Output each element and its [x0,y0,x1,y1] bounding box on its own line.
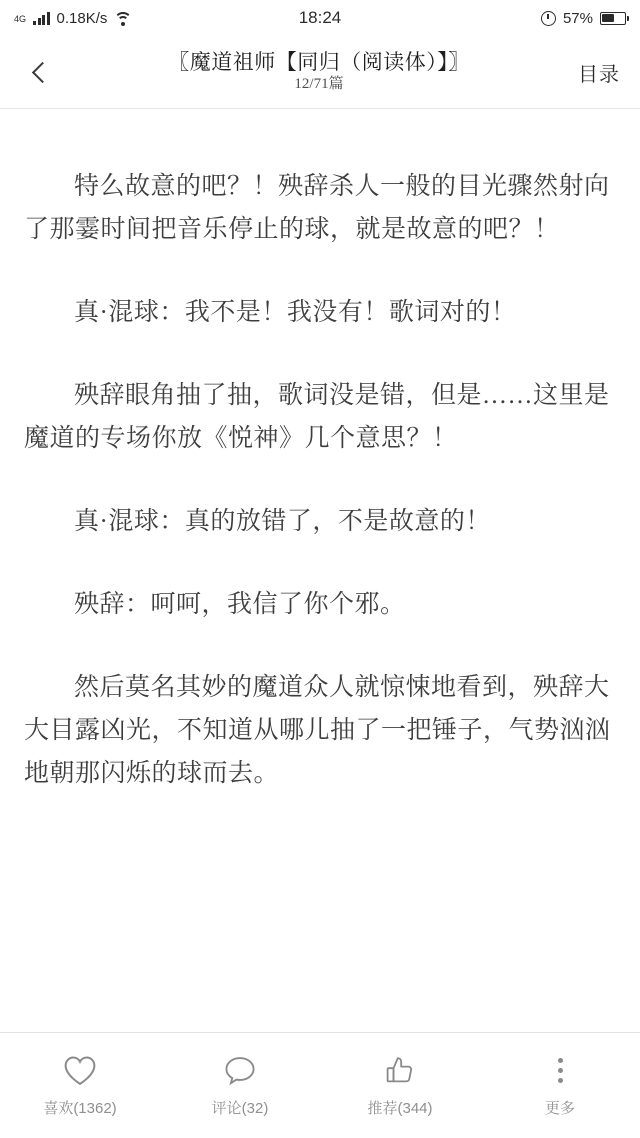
header-title-wrap [60,50,578,93]
comment-icon [224,1054,256,1088]
like-label: 喜欢(1362) [43,1099,117,1117]
heart-icon [63,1054,97,1088]
network-type-label: 4G [14,13,27,24]
article-paragraph: 真·混球：真的放错了，不是故意的！ [74,508,491,535]
status-bar [0,0,640,36]
chapter-progress: 12/71篇 [294,76,344,93]
battery-icon [600,12,626,25]
article-content[interactable] [0,109,640,1032]
article-paragraph: 殃辞：呵呵，我信了你个邪。 [74,591,406,618]
recommend-label: 推荐(344) [367,1099,433,1117]
like-button[interactable] [0,1054,160,1118]
header [0,36,640,109]
signal-bars-icon [33,11,50,25]
status-bar-clock: 18:24 [298,8,342,27]
more-label: 更多 [544,1099,575,1117]
article-paragraph: 特么故意的吧？！殃辞杀人一般的目光骤然射向了那霎时间把音乐停止的球，就是故意的吧？！ [24,173,610,243]
page-title: 〖魔道祖师【同归（阅读体）】〗 [168,50,470,75]
article-paragraph: 真·混球：我不是！我没有！歌词对的！ [74,299,517,326]
more-button[interactable] [480,1054,640,1118]
thumbs-up-icon [384,1054,416,1088]
more-dots-icon [558,1054,563,1088]
network-speed-label: 0.18K/s [56,9,108,27]
comment-button[interactable] [160,1054,320,1118]
battery-percent-label: 57% [562,9,593,27]
catalog-button[interactable]: 目录 [578,63,620,86]
back-button[interactable] [20,52,60,92]
wifi-icon [114,11,132,25]
status-bar-left [14,10,132,27]
back-chevron-icon [31,61,52,82]
status-bar-right [541,10,626,27]
article-paragraph: 殃辞眼角抽了抽，歌词没是错，但是……这里是魔道的专场你放《悦神》几个意思？！ [24,382,610,452]
recommend-button[interactable] [320,1054,480,1118]
alarm-icon [541,11,556,26]
comment-label: 评论(32) [211,1099,269,1117]
bottom-action-bar [0,1032,640,1138]
article-paragraph: 然后莫名其妙的魔道众人就惊悚地看到，殃辞大大目露凶光，不知道从哪儿抽了一把锤子，气势汹汹地朝那闪烁的球而去。 [24,674,611,787]
